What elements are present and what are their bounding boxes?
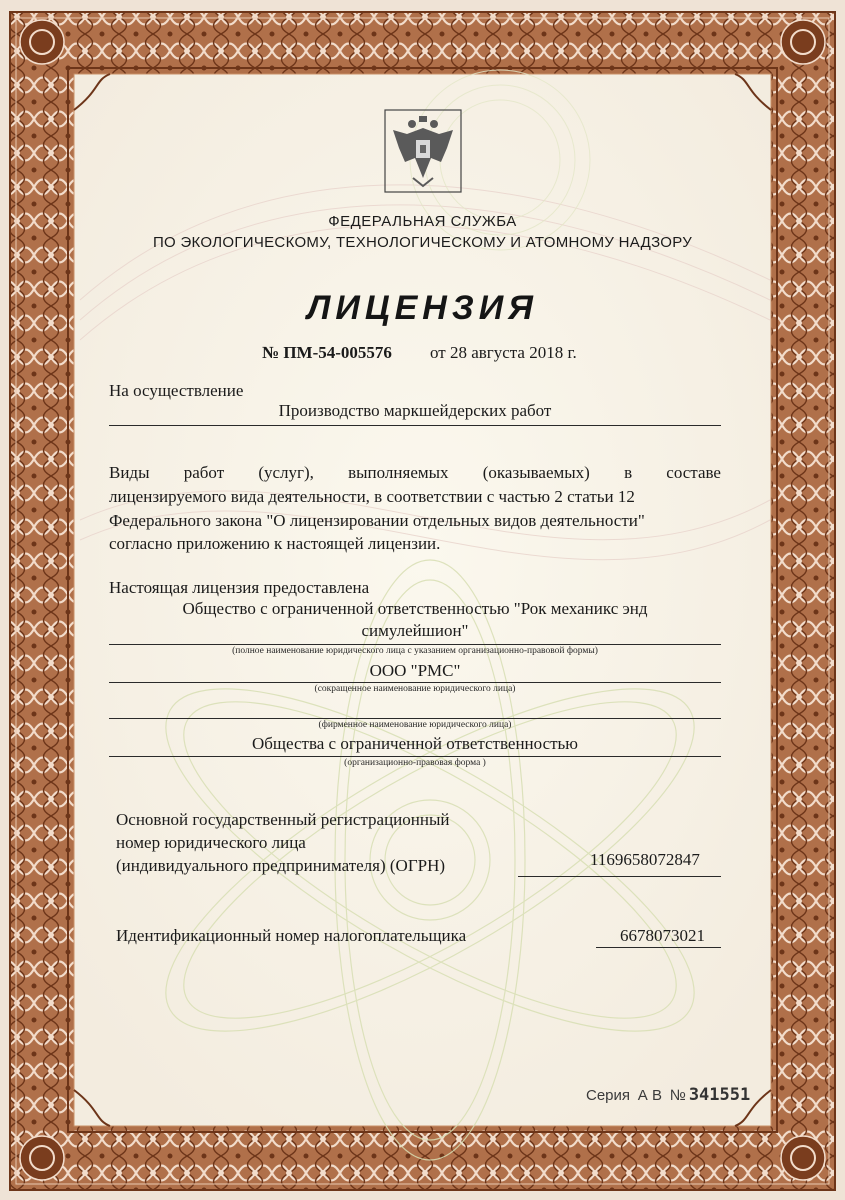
scope-word: работ xyxy=(183,463,225,482)
license-number: № ПМ-54-005576 xyxy=(262,343,392,362)
document-title: ЛИЦЕНЗИЯ xyxy=(307,289,538,327)
series-number-sign: № xyxy=(669,1087,686,1104)
brand-name-caption: (фирменное наименование юридического лица) xyxy=(318,720,512,730)
legal-form-caption: (организационно-правовая форма ) xyxy=(344,758,486,768)
series-number: 341551 xyxy=(688,1085,751,1105)
short-name-caption: (сокращенное наименование юридического лица) xyxy=(314,684,516,694)
grantee-label: Настоящая лицензия предоставлена xyxy=(109,578,370,597)
coat-of-arms-emblem xyxy=(383,108,463,194)
series-letters: А В xyxy=(637,1087,662,1104)
full-name-caption: (полное наименование юридического лица с указанием организационно-правовой формы) xyxy=(232,646,598,656)
brand-name-underline xyxy=(109,718,721,719)
short-name-underline xyxy=(109,682,721,683)
agency-name-line1: ФЕДЕРАЛЬНАЯ СЛУЖБА xyxy=(328,213,517,230)
scope-word: в xyxy=(624,463,633,482)
ogrn-value: 1169658072847 xyxy=(590,850,700,869)
scope-word: Виды xyxy=(109,463,150,482)
scope-line4: согласно приложению к настоящей лицензии. xyxy=(109,534,441,553)
ogrn-label-line1: Основной государственный регистрационный xyxy=(116,810,450,829)
scope-word: (оказываемых) xyxy=(482,463,590,482)
inn-underline xyxy=(596,947,721,948)
scope-line3: Федерального закона "О лицензировании отдельных видов деятельности" xyxy=(109,511,645,530)
legal-form-underline xyxy=(109,756,721,757)
grantee-short-name: ООО "РМС" xyxy=(369,661,461,680)
activity-label: На осуществление xyxy=(109,381,244,400)
ogrn-underline xyxy=(518,876,721,877)
ogrn-label-line2: номер юридического лица xyxy=(116,833,306,852)
scope-word: (услуг), xyxy=(258,463,314,482)
ogrn-label-line3: (индивидуального предпринимателя) (ОГРН) xyxy=(116,856,446,875)
inn-label: Идентификационный номер налогоплательщика xyxy=(116,926,467,945)
scope-word: составе xyxy=(666,463,721,482)
full-name-underline xyxy=(109,644,721,645)
agency-name-line2: ПО ЭКОЛОГИЧЕСКОМУ, ТЕХНОЛОГИЧЕСКОМУ И АТОМНОМУ НАДЗОРУ xyxy=(152,234,693,251)
scope-line2: лицензируемого вида деятельности, в соответствии с частью 2 статьи 12 xyxy=(109,487,635,506)
series-block xyxy=(586,1085,750,1105)
activity-value: Производство маркшейдерских работ xyxy=(278,401,552,420)
series-label: Серия xyxy=(586,1087,631,1104)
activity-underline xyxy=(109,425,721,426)
inn-value: 6678073021 xyxy=(620,926,705,945)
grantee-full-name-line2: симулейшион" xyxy=(361,621,469,640)
scope-word: выполняемых xyxy=(348,463,449,482)
scope-line1 xyxy=(109,463,721,483)
grantee-full-name-line1: Общество с ограниченной ответственностью "Рок механикс энд xyxy=(182,599,648,618)
license-date: от 28 августа 2018 г. xyxy=(430,343,577,362)
grantee-legal-form: Общества с ограниченной ответственностью xyxy=(251,734,578,753)
